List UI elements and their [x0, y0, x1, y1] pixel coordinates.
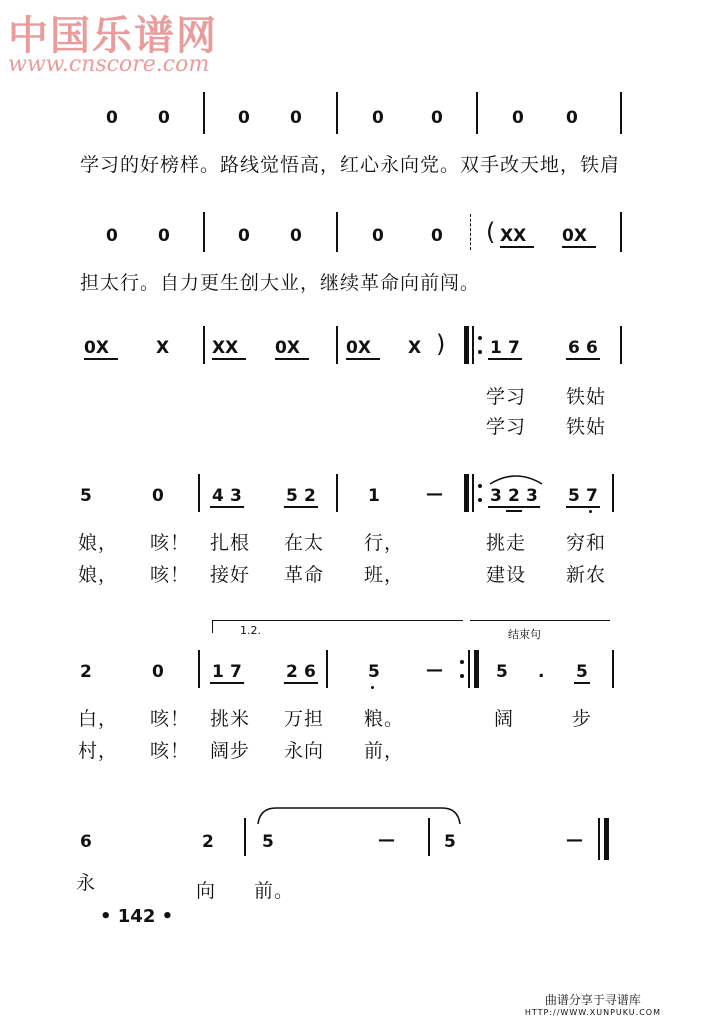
- lyric: 接好: [210, 564, 251, 586]
- lyric: 在太: [284, 532, 325, 554]
- underline: [488, 506, 540, 508]
- lyric: 铁姑: [566, 386, 607, 408]
- rhythm-group: X: [408, 338, 422, 358]
- slur-icon: [488, 472, 544, 486]
- rhythm-group: 0X: [84, 338, 109, 358]
- repeat-dot: [478, 498, 482, 502]
- barline: [620, 212, 622, 252]
- lyric: 扎根: [210, 532, 251, 554]
- lyric: 永向: [284, 740, 325, 762]
- coda-label: 结束句: [508, 628, 541, 641]
- lyric: 挑走: [486, 532, 527, 554]
- barline: [326, 650, 328, 688]
- underline: [500, 246, 534, 248]
- barline: [476, 92, 478, 134]
- page-number: • 142 •: [100, 906, 174, 927]
- barline: [336, 326, 338, 364]
- barline: [620, 92, 622, 134]
- lyric: 铁姑: [566, 416, 607, 438]
- lyric: 向: [196, 880, 217, 902]
- rhythm-group: 0X: [275, 338, 300, 358]
- footer-url: HTTP://WWW.XUNPUKU.COM: [524, 1008, 661, 1017]
- watermark-site-name: 中国乐谱网: [8, 12, 218, 59]
- note: 0: [372, 108, 384, 128]
- note: 0: [512, 108, 524, 128]
- underline-double: [506, 510, 522, 512]
- note: 0: [106, 226, 118, 246]
- barline: [336, 212, 338, 252]
- note: 5: [368, 662, 380, 682]
- underline: [574, 682, 590, 684]
- note: 6: [568, 338, 580, 358]
- note: 5: [444, 832, 456, 852]
- note: 6: [586, 338, 598, 358]
- dot-extension: .: [538, 662, 545, 682]
- note: 4: [212, 486, 224, 506]
- dashed-barline: [470, 214, 472, 250]
- underline: [275, 358, 309, 360]
- lyric-line: 学习的好榜样。路线觉悟高，红心永向党。双手改天地，铁肩: [80, 154, 621, 176]
- underline: [84, 358, 118, 360]
- note: 7: [586, 486, 598, 506]
- note: 0: [106, 108, 118, 128]
- note: 6: [304, 662, 316, 682]
- lyric: 穷和: [566, 532, 607, 554]
- lyric: 白，: [78, 708, 119, 730]
- underline: [210, 682, 244, 684]
- note: 2: [80, 662, 92, 682]
- note: 5: [80, 486, 92, 506]
- note: 0: [431, 226, 443, 246]
- lyric: 咳！: [150, 532, 191, 554]
- underline: [566, 506, 600, 508]
- note: 0: [152, 486, 164, 506]
- note: 3: [526, 486, 538, 506]
- repeat-dot: [478, 484, 482, 488]
- note: 0: [158, 226, 170, 246]
- lyric: 阔: [494, 708, 515, 730]
- repeat-dot: [460, 660, 464, 664]
- dash-sustain: —: [566, 830, 583, 850]
- note: 3: [490, 486, 502, 506]
- note: 0: [158, 108, 170, 128]
- note: 1: [368, 486, 380, 506]
- lyric: 阔步: [210, 740, 251, 762]
- lyric-line: 担太行。自力更生创大业，继续革命向前闯。: [80, 272, 481, 294]
- underline: [210, 506, 244, 508]
- lyric: 班，: [364, 564, 405, 586]
- barline: [198, 650, 200, 688]
- note: 0: [372, 226, 384, 246]
- repeat-barline-thin: [468, 650, 470, 688]
- note: 2: [286, 662, 298, 682]
- note: 7: [508, 338, 520, 358]
- rhythm-group: 0X: [346, 338, 371, 358]
- lyric: 前。: [254, 880, 295, 902]
- final-barline-thin: [598, 818, 600, 860]
- note: 0: [431, 108, 443, 128]
- note: 0: [290, 108, 302, 128]
- repeat-barline-thin: [472, 474, 474, 512]
- note: 2: [202, 832, 214, 852]
- note: 6: [80, 832, 92, 852]
- barline: [203, 326, 205, 364]
- rhythm-group: XX: [212, 338, 239, 358]
- underline: [562, 246, 596, 248]
- note: 5: [576, 662, 588, 682]
- barline: [612, 650, 614, 688]
- barline: [428, 818, 430, 856]
- underline: [212, 358, 246, 360]
- lyric: 建设: [486, 564, 527, 586]
- rhythm-group: X: [156, 338, 170, 358]
- lyric: 新农: [566, 564, 607, 586]
- lyric: 步: [572, 708, 593, 730]
- barline: [336, 92, 338, 134]
- repeat-dot: [478, 350, 482, 354]
- note: 1: [490, 338, 502, 358]
- watermark-url: www.cnscore.com: [8, 52, 210, 77]
- note: 0: [566, 108, 578, 128]
- note: 1: [212, 662, 224, 682]
- underline: [284, 682, 318, 684]
- lyric: 咳！: [150, 708, 191, 730]
- barline: [203, 92, 205, 134]
- volta-label: 1.2.: [240, 624, 261, 637]
- note: 3: [230, 486, 242, 506]
- tie-icon: [256, 804, 462, 826]
- lyric: 学习: [486, 416, 527, 438]
- dash-sustain: —: [378, 830, 395, 850]
- barline: [203, 212, 205, 252]
- lyric: 永: [76, 872, 97, 894]
- lyric: 村，: [78, 740, 119, 762]
- underline: [284, 506, 318, 508]
- note: 0: [290, 226, 302, 246]
- note: 0: [152, 662, 164, 682]
- barline: [336, 474, 338, 512]
- underline: [346, 358, 380, 360]
- note: 2: [508, 486, 520, 506]
- lyric: 学习: [486, 386, 527, 408]
- lyric: 革命: [284, 564, 325, 586]
- barline: [244, 818, 246, 856]
- lyric: 娘，: [78, 532, 119, 554]
- lyric: 咳！: [150, 740, 191, 762]
- rhythm-group: 0X: [562, 226, 587, 246]
- note: 5: [262, 832, 274, 852]
- note: 2: [304, 486, 316, 506]
- note: 7: [230, 662, 242, 682]
- barline: [612, 474, 614, 512]
- barline: [620, 326, 622, 364]
- dash-sustain: —: [426, 484, 443, 504]
- lyric: 挑米: [210, 708, 251, 730]
- repeat-barline-thick: [474, 650, 479, 688]
- lyric: 粮。: [364, 708, 405, 730]
- lyric: 前，: [364, 740, 405, 762]
- repeat-barline-thick: [464, 326, 469, 364]
- note: 5: [286, 486, 298, 506]
- lyric: 咳！: [150, 564, 191, 586]
- note: 0: [238, 108, 250, 128]
- note: 0: [238, 226, 250, 246]
- lyric: 万担: [284, 708, 325, 730]
- low-octave-dot: [589, 510, 592, 513]
- repeat-barline-thin: [472, 326, 474, 364]
- open-paren: (: [486, 218, 496, 246]
- low-octave-dot: [371, 686, 374, 689]
- dash-sustain: —: [426, 660, 443, 680]
- underline: [488, 358, 522, 360]
- barline: [198, 474, 200, 512]
- footer-text: 曲谱分享于寻谱库: [544, 993, 641, 1007]
- note: 5: [496, 662, 508, 682]
- underline: [566, 358, 600, 360]
- repeat-dot: [460, 674, 464, 678]
- final-barline-thick: [604, 818, 609, 860]
- lyric: 娘，: [78, 564, 119, 586]
- note: 5: [568, 486, 580, 506]
- close-paren: ): [436, 330, 446, 358]
- rhythm-group: XX: [500, 226, 527, 246]
- lyric: 行，: [364, 532, 405, 554]
- repeat-barline-thick: [464, 474, 469, 512]
- footer: [525, 991, 661, 1017]
- repeat-dot: [478, 336, 482, 340]
